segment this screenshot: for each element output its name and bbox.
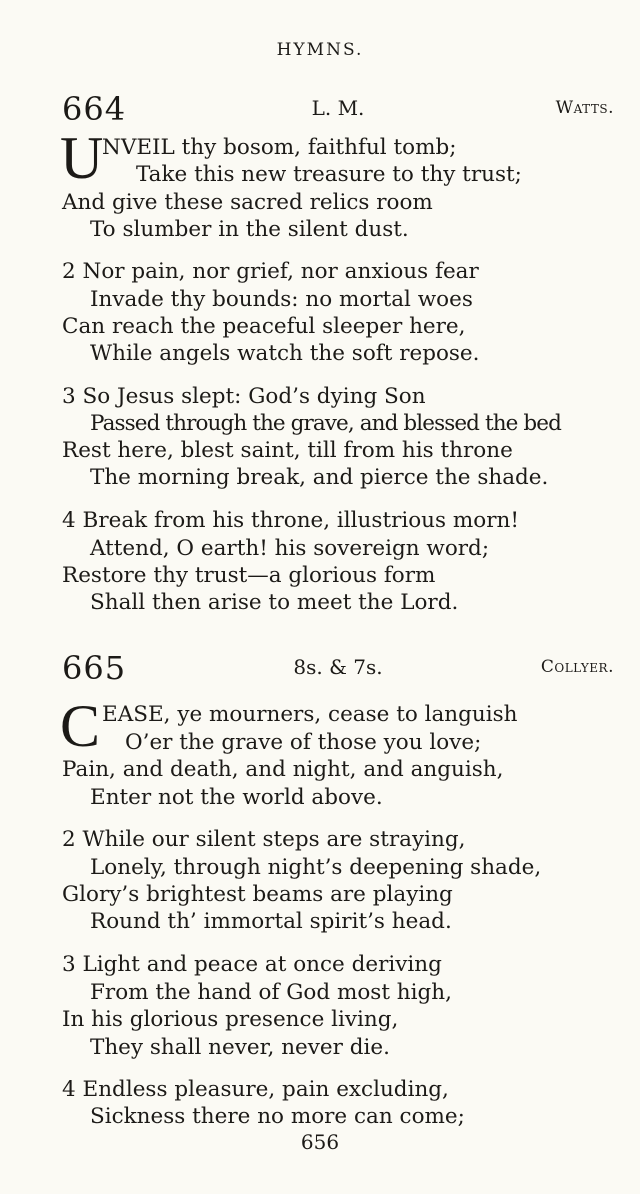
verse-line: The morning break, and pierce the shade. <box>90 465 549 490</box>
hymn-author: Collyer. <box>540 657 614 677</box>
hymn-author: Watts. <box>555 98 614 118</box>
verse-line: 4 Endless pleasure, pain excluding, <box>62 1077 449 1102</box>
hymn-number: 665 <box>62 649 127 687</box>
verse-line: In his glorious presence living, <box>62 1007 399 1032</box>
hymn-number: 664 <box>62 90 127 128</box>
verse-line: 3 Light and peace at once deriving <box>62 952 442 977</box>
verse-line: To slumber in the silent dust. <box>90 217 409 242</box>
verse-line: Pain, and death, and night, and anguish, <box>62 757 504 782</box>
verse-line: Take this new treasure to thy trust; <box>136 162 522 187</box>
verse-line: Lonely, through night’s deepening shade, <box>90 855 542 880</box>
verse-line: 3 So Jesus slept: God’s dying Son <box>62 384 426 409</box>
verse-line: And give these sacred relics room <box>62 190 433 215</box>
drop-cap: C <box>60 693 101 759</box>
hymn-header <box>62 649 614 689</box>
verse-line: Shall then arise to meet the Lord. <box>90 590 459 615</box>
verse-line: From the hand of God most high, <box>90 980 452 1005</box>
verse-line: Passed through the grave, and blessed the bed <box>90 411 561 436</box>
verse-line: 4 Break from his throne, illustrious morn! <box>62 508 519 533</box>
verse-line: Rest here, blest saint, till from his throne <box>62 438 513 463</box>
verse-line: Sickness there no more can come; <box>90 1104 465 1129</box>
verse-line: 2 Nor pain, nor grief, nor anxious fear <box>62 259 479 284</box>
hymn-header <box>62 90 614 130</box>
page-number: 656 <box>300 1130 340 1154</box>
running-head: HYMNS. <box>276 40 364 60</box>
verse-line: Enter not the world above. <box>90 785 383 810</box>
verse-line: Attend, O earth! his sovereign word; <box>90 536 490 561</box>
verse-line: EASE, ye mourners, cease to languish <box>102 702 518 727</box>
hymn-meter: L. M. <box>311 96 365 120</box>
verse-line: Glory’s brightest beams are playing <box>62 882 453 907</box>
verse-line: 2 While our silent steps are straying, <box>62 827 466 852</box>
hymn-meter: 8s. & 7s. <box>293 655 383 679</box>
verse-line: Invade thy bounds: no mortal woes <box>90 287 473 312</box>
verse-line: They shall never, never die. <box>90 1035 390 1060</box>
verse-line: NVEIL thy bosom, faithful tomb; <box>102 135 457 160</box>
verse-line: While angels watch the soft repose. <box>90 341 480 366</box>
verse-line: O’er the grave of those you love; <box>125 730 482 755</box>
verse-line: Can reach the peaceful sleeper here, <box>62 314 466 339</box>
verse-line: Restore thy trust—a glorious form <box>62 563 436 588</box>
verse-line: Round th’ immortal spirit’s head. <box>90 909 452 934</box>
drop-cap: U <box>60 125 104 191</box>
